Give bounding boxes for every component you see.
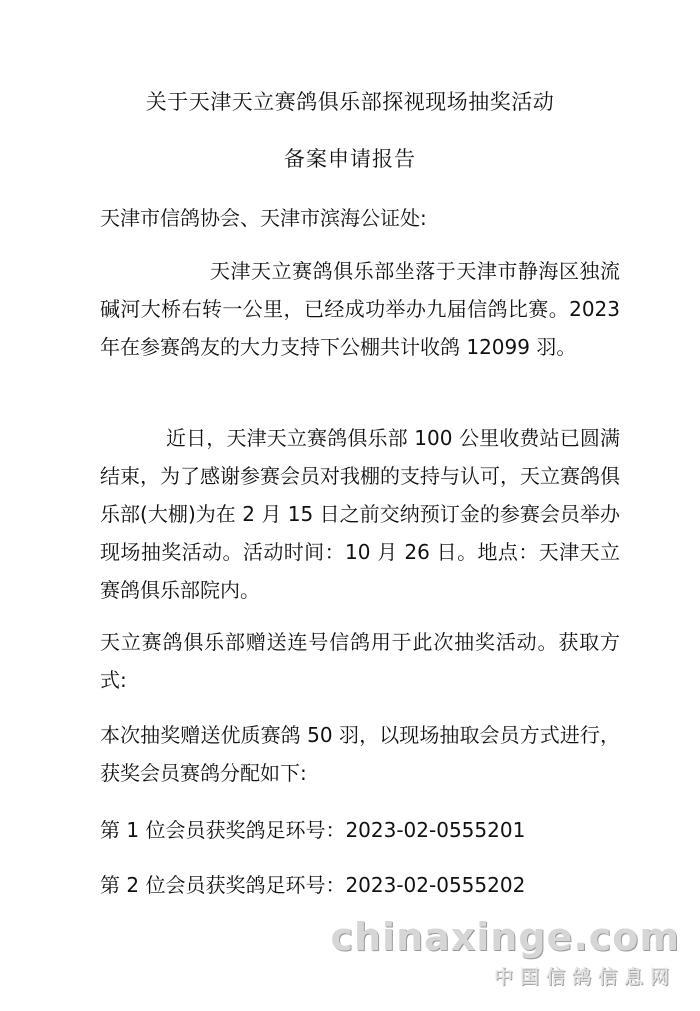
watermark-domain: chinaxinge.com	[330, 915, 680, 959]
watermark-site-name: 中国信鸽信息网	[493, 966, 676, 988]
addressee: 天津市信鸽协会、天津市滨海公证处:	[100, 206, 427, 230]
document-title-line1: 关于天津天立赛鸽俱乐部探视现场抽奖活动	[145, 90, 555, 114]
paragraph-intro: 天津天立赛鸽俱乐部坐落于天津市静海区独流碱河大桥右转一公里，已经成功举办九届信鸽比赛。2023 年在参赛鸽友的大力支持下公棚共计收鸽 12099 羽。	[100, 259, 620, 359]
prize-entry-1: 第 1 位会员获奖鸽足环号：2023-02-0555201	[100, 818, 526, 842]
document-title-line2: 备案申请报告	[284, 147, 416, 171]
paragraph-event: 近日，天津天立赛鸽俱乐部 100 公里收费站已圆满结束，为了感谢参赛会员对我棚的支持与认可，天立赛鸽俱乐部(大棚)为在 2 月 15 日之前交纳预订金的参赛会员举办现场抽奖活动。活动时间：10 月 26 日。地点：天津天立赛鸽俱乐部院内。	[100, 426, 620, 602]
prize-entry-2: 第 2 位会员获奖鸽足环号：2023-02-0555202	[100, 873, 526, 897]
paragraph-prize-method: 本次抽奖赠送优质赛鸽 50 羽，以现场抽取会员方式进行，获奖会员赛鸽分配如下:	[100, 723, 620, 785]
paragraph-prize-source: 天立赛鸽俱乐部赠送连号信鸽用于此次抽奖活动。获取方式:	[100, 630, 620, 692]
